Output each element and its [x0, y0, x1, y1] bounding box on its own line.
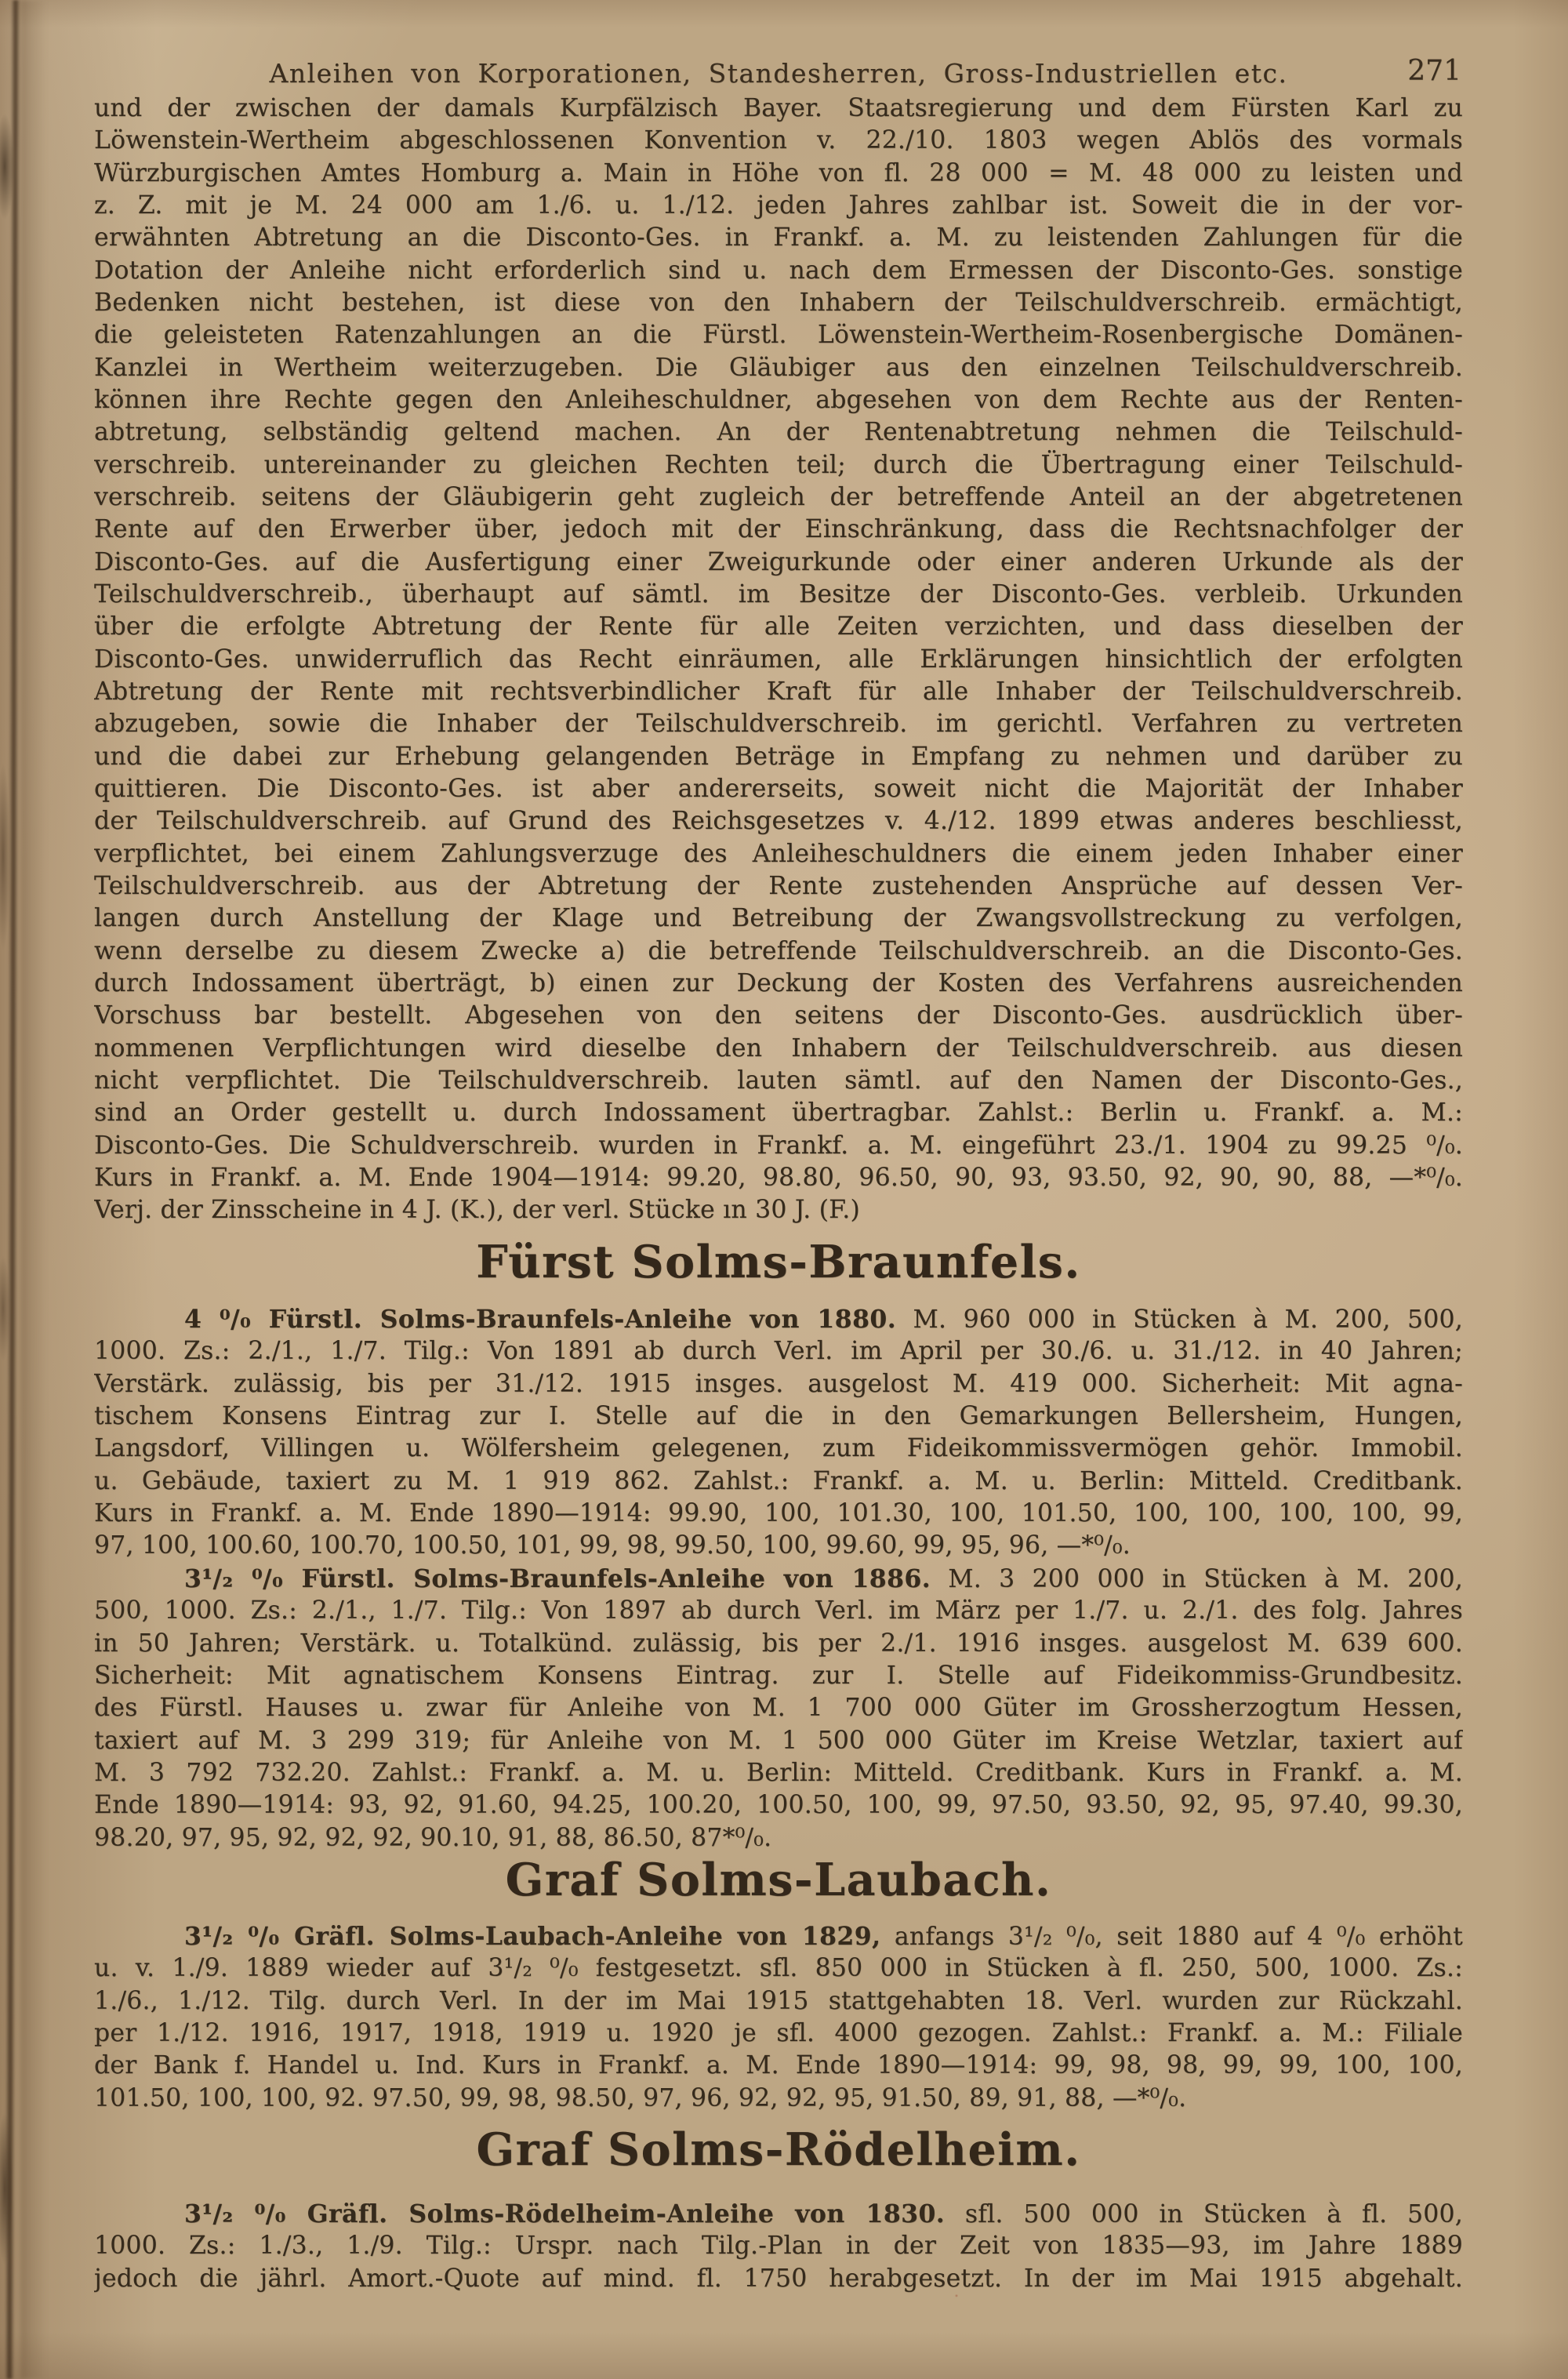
- text-line: 4 ⁰/₀ Fürstl. Solms-Braunfels-Anleihe von 1880. M. 960 000 in Stücken à M. 200, 500,: [184, 1305, 1463, 1334]
- text-line: langen durch Anstellung der Klage und Betreibung der Zwangsvollstreckung zu verfolgen,: [94, 904, 1463, 933]
- body-paragraph-continuation: [94, 93, 1463, 1226]
- text-line: 101.50, 100, 100, 92. 97.50, 99, 98, 98.50, 97, 96, 92, 92, 95, 91.50, 89, 91, 88, —*⁰/₀.: [94, 2083, 1187, 2112]
- text-line: der Teilschuldverschreib. auf Grund des Reichsgesetzes v. 4./12. 1899 etwas anderes beschliesst,: [94, 807, 1463, 836]
- text-line: und die dabei zur Erhebung gelangenden Beträge in Empfang zu nehmen und darüber zu: [94, 742, 1463, 771]
- text-line: Verj. der Zinsscheine in 4 J. (K.), der verl. Stücke ın 30 J. (F.): [94, 1196, 860, 1225]
- text-line: 97, 100, 100.60, 100.70, 100.50, 101, 99, 98, 99.50, 100, 99.60, 99, 95, 96, —*⁰/₀.: [94, 1531, 1131, 1560]
- bond-paragraph-solms-braunfels-1880: [94, 1303, 1463, 1563]
- bond-paragraph-solms-roedelheim-1830: [94, 2198, 1463, 2295]
- text-line: die geleisteten Ratenzahlungen an die Fürstl. Löwenstein-Wertheim-Rosenbergische Domänen-: [94, 321, 1463, 350]
- text-line: und der zwischen der damals Kurpfälzisch Bayer. Staatsregierung und dem Fürsten Karl zu: [94, 94, 1463, 122]
- text-line: u. v. 1./9. 1889 wieder auf 3¹/₂ ⁰/₀ festgesetzt. sfl. 850 000 in Stücken à fl. 250, 500, 1000. Zs.:: [94, 1954, 1463, 1983]
- text-line: über die erfolgte Abtretung der Rente für alle Zeiten verzichten, und dass dieselben der: [94, 612, 1463, 641]
- text-line: Kurs in Frankf. a. M. Ende 1890—1914: 99.90, 100, 101.30, 100, 101.50, 100, 100, 100, 100, 99,: [94, 1498, 1463, 1527]
- text-line: u. Gebäude, taxiert zu M. 1 919 862. Zahlst.: Frankf. a. M. u. Berlin: Mitteld. Creditbank.: [94, 1466, 1463, 1495]
- text-line: verschreib. seitens der Gläubigerin geht zugleich der betreffende Anteil an der abgetretenen: [94, 482, 1463, 511]
- bond-paragraph-solms-braunfels-1886: [94, 1563, 1463, 1854]
- text-line: 3¹/₂ ⁰/₀ Gräfl. Solms-Laubach-Anleihe von 1829, anfangs 3¹/₂ ⁰/₀, seit 1880 auf 4 ⁰/₀ erhöht: [184, 1922, 1463, 1951]
- section-heading-graf-solms-roedelheim: Graf Solms-Rödelheim.: [476, 2123, 1081, 2176]
- text-line: Rente auf den Erwerber über, jedoch mit der Einschränkung, dass die Rechtsnachfolger der: [94, 515, 1463, 544]
- text-line: wenn derselbe zu diesem Zwecke a) die betreffende Teilschuldverschreib. an die Disconto-Ges.: [94, 936, 1463, 965]
- text-line: Bedenken nicht bestehen, ist diese von den Inhabern der Teilschuldverschreib. ermächtigt,: [94, 288, 1463, 317]
- text-line: Abtretung der Rente mit rechtsverbindlicher Kraft für alle Inhaber der Teilschuldverschreib.: [94, 677, 1463, 706]
- text-line: nommenen Verpflichtungen wird dieselbe den Inhabern der Teilschuldverschreib. aus diesen: [94, 1033, 1463, 1062]
- text-line: Sicherheit: Mit agnatischem Konsens Eintrag. zur I. Stelle auf Fideikommiss-Grundbesitz.: [94, 1661, 1463, 1690]
- text-line: 1000. Zs.: 1./3., 1./9. Tilg.: Urspr. nach Tilg.-Plan in der Zeit von 1835—93, im Jahre 1889: [94, 2232, 1463, 2261]
- text-line: Disconto-Ges. Die Schuldverschreib. wurden in Frankf. a. M. eingeführt 23./1. 1904 zu 99.25 ⁰/₀.: [94, 1131, 1463, 1160]
- text-line: erwähnten Abtretung an die Disconto-Ges. in Frankf. a. M. zu leistenden Zahlungen für die: [94, 223, 1463, 252]
- text-line: z. Z. mit je M. 24 000 am 1./6. u. 1./12. jeden Jahres zahlbar ist. Soweit die in der vor-: [94, 191, 1463, 220]
- text-line: 1000. Zs.: 2./1., 1./7. Tilg.: Von 1891 ab durch Verl. im April per 30./6. u. 31./12. in 40 Jahren;: [94, 1337, 1463, 1366]
- text-line: 98.20, 97, 95, 92, 92, 92, 90.10, 91, 88, 86.50, 87*⁰/₀.: [94, 1823, 772, 1852]
- text-line: abzugeben, sowie die Inhaber der Teilschuldverschreib. im gerichtl. Verfahren zu vertreten: [94, 710, 1463, 739]
- text-line: durch Indossament überträgt, b) einen zur Deckung der Kosten des Verfahrens ausreichenden: [94, 968, 1463, 997]
- text-line: 500, 1000. Zs.: 2./1., 1./7. Tilg.: Von 1897 ab durch Verl. im März per 1./7. u. 2./1. des folg. Jahres: [94, 1596, 1463, 1625]
- text-line: Vorschuss bar bestellt. Abgesehen von den seitens der Disconto-Ges. ausdrücklich über-: [94, 1001, 1463, 1030]
- text-line: Löwenstein-Wertheim abgeschlossenen Konvention v. 22./10. 1803 wegen Ablös des vormals: [94, 126, 1463, 155]
- text-line: in 50 Jahren; Verstärk. u. Totalkünd. zulässig, bis per 2./1. 1916 insges. ausgelost M. 639 600.: [94, 1629, 1463, 1658]
- text-line: Dotation der Anleihe nicht erforderlich sind u. nach dem Ermessen der Disconto-Ges. sonstige: [94, 256, 1463, 285]
- section-heading-graf-solms-laubach: Graf Solms-Laubach.: [505, 1854, 1052, 1906]
- page-binding-shadow: [20, 0, 47, 2379]
- text-line: taxiert auf M. 3 299 319; für Anleihe von M. 1 500 000 Güter im Kreise Wetzlar, taxiert auf: [94, 1726, 1463, 1755]
- text-line: der Bank f. Handel u. Ind. Kurs in Frankf. a. M. Ende 1890—1914: 99, 98, 98, 99, 99, 100, 100,: [94, 2051, 1463, 2080]
- text-line: Teilschuldverschreib. aus der Abtretung der Rente zustehenden Ansprüche auf dessen Ver-: [94, 871, 1463, 900]
- bond-paragraph-solms-laubach-1829: [94, 1920, 1463, 2115]
- text-line: sind an Order gestellt u. durch Indossament übertragbar. Zahlst.: Berlin u. Frankf. a. M.:: [94, 1099, 1463, 1128]
- text-line: können ihre Rechte gegen den Anleiheschuldner, abgesehen von dem Rechte aus der Renten-: [94, 385, 1463, 414]
- section-heading-fuerst-solms-braunfels: Fürst Solms-Braunfels.: [476, 1236, 1081, 1288]
- text-line: Würzburgischen Amtes Homburg a. Main in Höhe von fl. 28 000 = M. 48 000 zu leisten und: [94, 158, 1463, 187]
- text-line: verpflichtet, bei einem Zahlungsverzuge des Anleiheschuldners die einem jeden Inhaber einer: [94, 839, 1463, 868]
- text-line: Ende 1890—1914: 93, 92, 91.60, 94.25, 100.20, 100.50, 100, 99, 97.50, 93.50, 92, 95, 97.40, 99.30,: [94, 1791, 1463, 1820]
- text-line: nicht verpflichtet. Die Teilschuldverschreib. lauten sämtl. auf den Namen der Disconto-Ges.,: [94, 1066, 1463, 1095]
- running-header-title: Anleihen von Korporationen, Standesherren, Gross-Industriellen etc.: [269, 58, 1288, 89]
- text-line: verschreib. untereinander zu gleichen Rechten teil; durch die Übertragung einer Teilschuld-: [94, 450, 1463, 479]
- text-line: tischem Konsens Eintrag zur I. Stelle auf die in den Gemarkungen Bellersheim, Hungen,: [94, 1401, 1463, 1430]
- text-line: 1./6., 1./12. Tilg. durch Verl. In der im Mai 1915 stattgehabten 18. Verl. wurden zur Rückzahl.: [94, 1986, 1463, 2015]
- text-line: 3¹/₂ ⁰/₀ Fürstl. Solms-Braunfels-Anleihe von 1886. M. 3 200 000 in Stücken à M. 200,: [184, 1564, 1463, 1593]
- text-line: abtretung, selbständig geltend machen. An der Rentenabtretung nehmen die Teilschuld-: [94, 418, 1463, 447]
- text-line: Disconto-Ges. unwiderruflich das Recht einräumen, alle Erklärungen hinsichtlich der erfolgten: [94, 645, 1463, 674]
- page-number: 271: [1407, 55, 1461, 87]
- text-line: Disconto-Ges. auf die Ausfertigung einer Zweigurkunde oder einer anderen Urkunde als der: [94, 547, 1463, 576]
- text-line: Langsdorf, Villingen u. Wölfersheim gelegenen, zum Fideikommissvermögen gehör. Immobil.: [94, 1434, 1463, 1463]
- text-line: 3¹/₂ ⁰/₀ Gräfl. Solms-Rödelheim-Anleihe von 1830. sfl. 500 000 in Stücken à fl. 500,: [184, 2199, 1463, 2228]
- text-line: Kurs in Frankf. a. M. Ende 1904—1914: 99.20, 98.80, 96.50, 90, 93, 93.50, 92, 90, 90, 88, —*⁰/₀.: [94, 1163, 1463, 1192]
- text-line: per 1./12. 1916, 1917, 1918, 1919 u. 1920 je sfl. 4000 gezogen. Zahlst.: Frankf. a. M.: Filiale: [94, 2018, 1463, 2047]
- text-line: quittieren. Die Disconto-Ges. ist aber andererseits, soweit nicht die Majorität der Inhaber: [94, 774, 1463, 803]
- text-line: Teilschuldverschreib., überhaupt auf sämtl. im Besitze der Disconto-Ges. verbleib. Urkunden: [94, 579, 1463, 608]
- text-line: M. 3 792 732.20. Zahlst.: Frankf. a. M. u. Berlin: Mitteld. Creditbank. Kurs in Frankf. a. M.: [94, 1758, 1463, 1787]
- text-line: Kanzlei in Wertheim weiterzugeben. Die Gläubiger aus den einzelnen Teilschuldverschreib.: [94, 353, 1463, 382]
- text-line: jedoch die jährl. Amort.-Quote auf mind. fl. 1750 herabgesetzt. In der im Mai 1915 abgehalt.: [94, 2264, 1463, 2293]
- text-line: des Fürstl. Hauses u. zwar für Anleihe von M. 1 700 000 Güter im Grossherzogtum Hessen,: [94, 1694, 1463, 1723]
- text-line: Verstärk. zulässig, bis per 31./12. 1915 insges. ausgelost M. 419 000. Sicherheit: Mit agna-: [94, 1369, 1463, 1398]
